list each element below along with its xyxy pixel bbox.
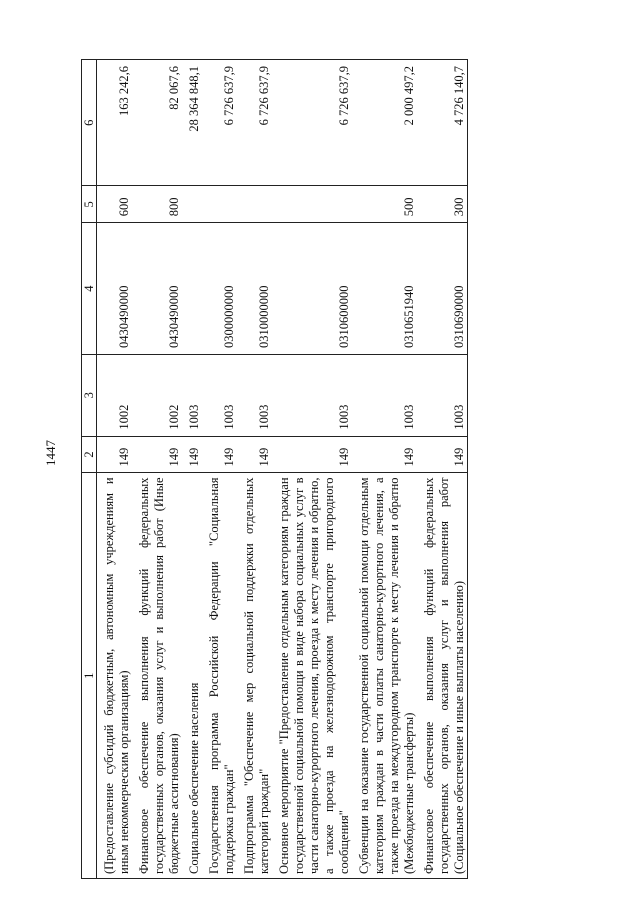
table-row [417, 60, 468, 879]
header-col-4: 4 [82, 223, 97, 355]
row-expense-type [182, 186, 202, 223]
row-amount: 28 364 848,1 [182, 60, 202, 186]
table-row [182, 60, 202, 879]
header-col-3: 3 [82, 354, 97, 436]
row-amount: 6 726 637,9 [237, 60, 272, 186]
row-expense-type: 800 [132, 186, 182, 223]
row-description: Финансовое обеспечение выполнения функций федеральных государственных органов, оказания услуг и выполнения работ (Иные бюджетные ассигнования) [132, 473, 182, 879]
row-section-code: 1002 [132, 354, 182, 436]
row-expense-type [202, 186, 237, 223]
row-section-code: 1002 [97, 354, 133, 436]
row-section-code: 1003 [182, 354, 202, 436]
row-amount: 2 000 497,2 [352, 60, 417, 186]
row-ministry-code: 149 [182, 436, 202, 473]
row-target-code [182, 223, 202, 355]
header-row [82, 60, 97, 879]
row-amount: 163 242,6 [97, 60, 133, 186]
row-target-code: 0310600000 [272, 223, 352, 355]
row-description: Субвенции на оказание государственной социальной помощи отдельным категориям граждан в части оплаты санаторно-курортного лечения, а также проезда на междугородном транспорте к месту лечения и обратно (Межбюджетные трансферты) [352, 473, 417, 879]
row-ministry-code: 149 [202, 436, 237, 473]
row-section-code: 1003 [352, 354, 417, 436]
row-section-code: 1003 [237, 354, 272, 436]
row-amount: 6 726 637,9 [272, 60, 352, 186]
row-description: Социальное обеспечение населения [182, 473, 202, 879]
row-target-code: 0310690000 [417, 223, 468, 355]
row-target-code: 0310000000 [237, 223, 272, 355]
header-col-5: 5 [82, 186, 97, 223]
table-row [202, 60, 237, 879]
row-ministry-code: 149 [97, 436, 133, 473]
budget-table [81, 59, 468, 879]
row-target-code: 0430490000 [97, 223, 133, 355]
row-section-code: 1003 [417, 354, 468, 436]
row-ministry-code: 149 [352, 436, 417, 473]
table-row [272, 60, 352, 879]
header-col-1: 1 [82, 473, 97, 879]
row-section-code: 1003 [272, 354, 352, 436]
header-col-2: 2 [82, 436, 97, 473]
row-description: Финансовое обеспечение выполнения функций федеральных государственных органов, оказания услуг и выполнения работ (Социальное обеспечение и иные выплаты населению) [417, 473, 468, 879]
header-col-6: 6 [82, 60, 97, 186]
row-description: (Предоставление субсидий бюджетным, автономным учреждениям и иным некоммерческим организациям) [97, 473, 133, 879]
table-row [352, 60, 417, 879]
row-target-code: 0300000000 [202, 223, 237, 355]
row-description: Подпрограмма "Обеспечение мер социальной поддержки отдельных категорий граждан" [237, 473, 272, 879]
row-ministry-code: 149 [417, 436, 468, 473]
table-row [237, 60, 272, 879]
row-target-code: 0430490000 [132, 223, 182, 355]
row-ministry-code: 149 [272, 436, 352, 473]
page-number: 1447 [43, 440, 58, 466]
row-description: Государственная программа Российской Федерации "Социальная поддержка граждан" [202, 473, 237, 879]
row-target-code: 0310651940 [352, 223, 417, 355]
row-amount: 4 726 140,7 [417, 60, 468, 186]
row-expense-type: 600 [97, 186, 133, 223]
table-row [132, 60, 182, 879]
row-expense-type: 300 [417, 186, 468, 223]
rotated-page-content [81, 59, 557, 879]
table-row [97, 60, 133, 879]
row-amount: 6 726 637,9 [202, 60, 237, 186]
row-ministry-code: 149 [237, 436, 272, 473]
row-expense-type [272, 186, 352, 223]
row-description: Основное мероприятие "Предоставление отдельным категориям граждан государственной социальной помощи в виде набора социальных услуг в части санаторно-курортного лечения, проезда к месту лечения и обратно, а также проезда на железнодорожном транспорте пригородного сообщения" [272, 473, 352, 879]
row-section-code: 1003 [202, 354, 237, 436]
row-ministry-code: 149 [132, 436, 182, 473]
row-expense-type: 500 [352, 186, 417, 223]
row-expense-type [237, 186, 272, 223]
row-amount: 82 067,6 [132, 60, 182, 186]
